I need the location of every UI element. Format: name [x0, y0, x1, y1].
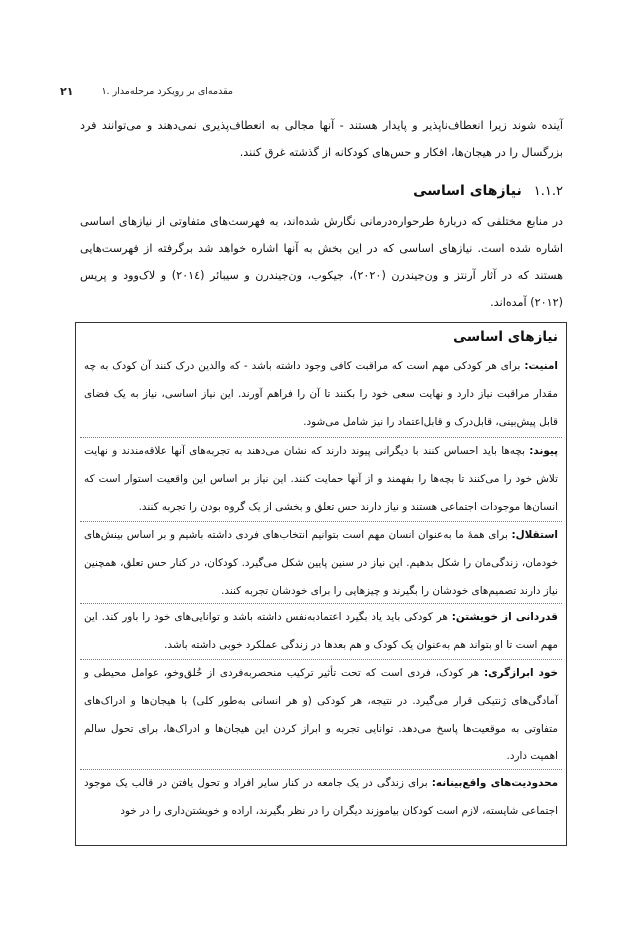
entry-self-expression — [84, 660, 558, 771]
entry-term: خود ابرازگری: — [483, 667, 559, 679]
entry-text: هر کودکی باید یاد بگیرد اعتمادبه‌نفس داشته باشد و توانایی‌های خود را باور کند. این مهم است تا او بتواند هم به‌عنوان یک کودک و هم بعدها در زندگی عملکرد خوبی داشته باشد. — [84, 611, 558, 651]
page-number: ۲۱ — [60, 84, 74, 98]
entry-text: برای همهٔ ما به‌عنوان انسان مهم است بتوانیم انتخاب‌های فردی داشته باشیم و بر اساس بینش‌های خودمان، زندگی‌مان را شکل بدهیم. این نیاز در سنین پایین شکل می‌گیرد. کودکان، در کنار حس تعلق، همچنین نیاز دارند تصمیم‌های خودشان را بگیرند و چیزهایی را برای خودشان تجربه کنند. — [84, 529, 558, 597]
entry-term: استقلال: — [511, 529, 558, 541]
section-paragraph: در منابع مختلفی که دربارهٔ طرحواره‌درمانی نگارش شده‌اند، به فهرست‌های متفاوتی از نیازهای اساسی اشاره شده است. نیازهای اساسی که در این بخش به آنها اشاره خواهد شد برگرفته از فهرست‌هایی هستند که در آثار آرنتز و ون‌جیندرن (۲۰۲۰)، جیکوب، ون‌جیندرن و سیبائر (۲۰۱٤) و لاک‌وود و پریس (۲۰۱۲) آمده‌اند. — [80, 215, 563, 309]
entry-term: محدودیت‌های واقع‌بینانه: — [431, 777, 559, 789]
entry-autonomy — [84, 522, 558, 605]
chapter-title: ۱. مقدمه‌ای بر رویکرد مرحله‌مدار — [101, 85, 233, 97]
entry-connection — [84, 438, 558, 521]
box-title: نیازهای اساسی — [453, 329, 558, 345]
intro-paragraph: آینده شوند زیرا انعطاف‌ناپذیر و پایدار هستند - آنها مجالی به انعطاف‌پذیری نمی‌دهند و می‌توانند فرد بزرگسال را در هیجان‌ها، افکار و حس‌های کودکانه از گذشته غرق کنند. — [80, 119, 563, 159]
basic-needs-box — [75, 322, 567, 846]
entry-text: برای زندگی در یک جامعه در کنار سایر افراد و تحول یافتن در قالب یک موجود اجتماعی شایسته، لازم است کودکان بیاموزند دیگران را در نظر بگیرند، اراده و خویشتن‌داری را در خود — [84, 777, 558, 817]
entry-text: بچه‌ها باید احساس کنند با دیگرانی پیوند دارند که نشان می‌دهند به تجربه‌های آنها علاقه‌مندند و نهایت تلاش خود را می‌کنند تا بچه‌ها را بفهمند و از آنها حمایت کنند. این نیاز بر اساس این واقعیت استوار است که انسان‌ها موجودات اجتماعی هستند و نیاز دارند حس تعلق و بخشی از یک گروه بودن را تجربه کنند. — [84, 445, 558, 513]
entry-text: هر کودک، فردی است که تحت تأثیر ترکیب منحصربه‌فردی از خُلق‌وخو، عوامل محیطی و آمادگی‌های ژنتیکی قرار می‌گیرد. در نتیجه، هر کودکی (و هر انسانی به‌طور کلی) با هیجان‌ها و ادراک‌های متفاوتی به موقعیت‌ها پاسخ می‌دهد. توانایی تجربه و ابراز کردن این هیجان‌ها و ادراک‌ها، برای تحول سالم اهمیت دارد. — [84, 667, 558, 763]
entry-safety — [84, 353, 558, 436]
entry-text: برای هر کودکی مهم است که مراقبت کافی وجود داشته باشد - که والدین درک کنند آن کودک به چه مقدار مراقبت نیاز دارد و نهایت سعی خود را بکنند تا آن را فراهم آورند. این نیاز اساسی، نیاز به یک فضای قابل پیش‌بینی، قابل‌درک و قابل‌اعتماد را نیز شامل می‌شود. — [84, 360, 558, 428]
entry-term: پیوند: — [529, 445, 558, 457]
section-heading — [80, 180, 563, 202]
page-header — [60, 82, 583, 100]
entry-term: قدردانی از خویشتن: — [451, 611, 558, 623]
entry-term: امنیت: — [524, 360, 558, 372]
section-title: نیازهای اساسی — [413, 183, 522, 199]
entry-self-appreciation — [84, 604, 558, 660]
entry-realistic-limits — [84, 770, 558, 826]
section-number: ۱.۱.۲ — [533, 183, 563, 199]
